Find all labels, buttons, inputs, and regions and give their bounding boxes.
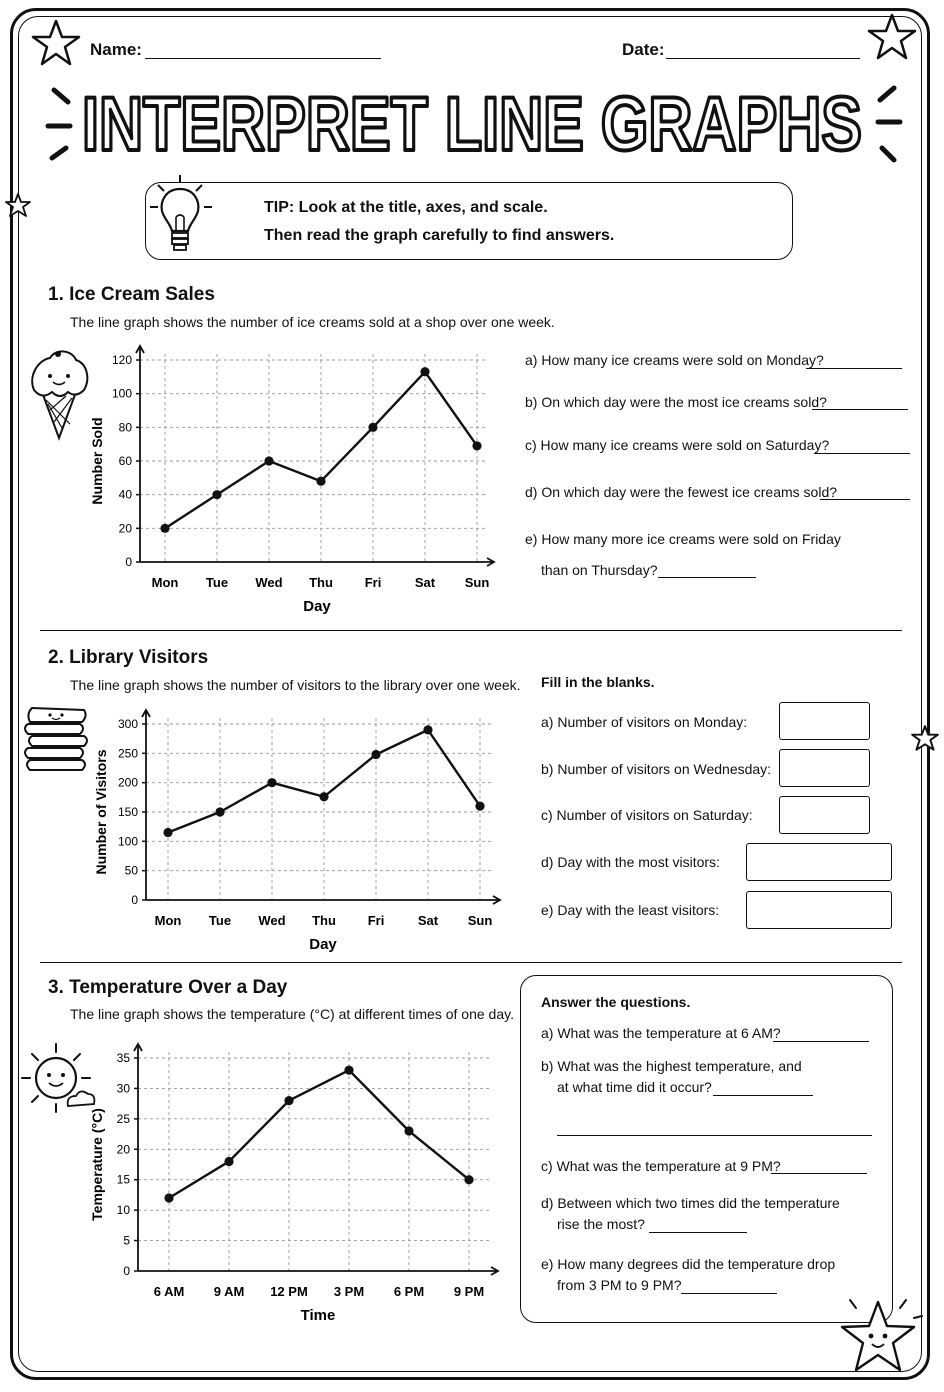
data-point [212, 490, 221, 499]
star-icon [30, 18, 82, 70]
s1-question-e-line1: e) How many more ice creams were sold on Friday [525, 531, 841, 547]
y-tick-label: 25 [116, 1111, 130, 1126]
y-tick-label: 30 [116, 1081, 130, 1096]
smiling-star-icon [830, 1294, 926, 1384]
s1-answer-b[interactable] [812, 409, 908, 410]
date-field[interactable] [666, 58, 860, 59]
data-point [420, 367, 429, 376]
x-tick-label: Fri [367, 913, 385, 928]
data-point [160, 524, 169, 533]
tip-line-2: Then read the graph carefully to find answers. [264, 227, 615, 244]
x-tick-label: 3 PM [333, 1284, 365, 1299]
y-tick-label: 0 [131, 893, 138, 907]
star-icon [866, 12, 918, 64]
s1-question-d: d) On which day were the fewest ice creams sold? [525, 484, 838, 500]
data-point [284, 1096, 293, 1105]
s3-question-d-line1: d) Between which two times did the temperature [541, 1195, 840, 1211]
y-tick-label: 50 [124, 863, 138, 878]
y-tick-label: 15 [116, 1172, 130, 1187]
s3-question-e-line2: from 3 PM to 9 PM? [557, 1277, 682, 1293]
s3-answer-b-extra[interactable] [557, 1135, 872, 1136]
data-point [464, 1175, 473, 1184]
s1-question-c: c) How many ice creams were sold on Saturday? [525, 437, 830, 453]
s2-question-d: d) Day with the most visitors: [541, 854, 720, 870]
data-point [423, 725, 432, 734]
s3-question-e-line1: e) How many degrees did the temperature drop [541, 1256, 836, 1272]
x-tick-label: Wed [258, 913, 286, 928]
name-label: Name: [90, 40, 142, 59]
data-point [224, 1157, 233, 1166]
x-tick-label: Tue [208, 913, 232, 928]
s1-question-e-line2: than on Thursday? [541, 562, 658, 578]
section-divider [40, 630, 902, 631]
data-point [371, 750, 380, 759]
s3-answer-e[interactable] [681, 1293, 777, 1294]
s3-answer-c[interactable] [771, 1173, 867, 1174]
y-tick-label: 20 [116, 1142, 130, 1157]
ice-cream-sales-chart [84, 342, 504, 622]
page-title-text: INTERPRET LINE GRAPHS [82, 82, 862, 167]
data-point [475, 802, 484, 811]
y-tick-label: 80 [118, 420, 132, 435]
name-field[interactable] [145, 58, 381, 59]
y-tick-label: 40 [118, 487, 132, 502]
x-tick-label: Thu [309, 575, 333, 590]
decorative-dashes-icon [868, 76, 908, 170]
s1-question-a: a) How many ice creams were sold on Monday? [525, 352, 824, 368]
x-tick-label: 6 AM [153, 1284, 185, 1299]
x-tick-label: Fri [364, 575, 382, 590]
section-1-title: 1. Ice Cream Sales [48, 284, 215, 305]
y-tick-label: 200 [117, 775, 138, 790]
y-axis-label: Temperature (°C) [89, 1108, 105, 1221]
data-point [267, 778, 276, 787]
data-point [264, 456, 273, 465]
s3-question-b-line1: b) What was the highest temperature, and [541, 1058, 802, 1074]
s3-instruction: Answer the questions. [541, 994, 691, 1010]
x-tick-label: Mon [154, 913, 182, 928]
data-point [472, 441, 481, 450]
s3-answer-a[interactable] [773, 1041, 869, 1042]
s3-question-d-line2: rise the most? [557, 1216, 645, 1232]
data-point [319, 792, 328, 801]
s2-question-a: a) Number of visitors on Monday: [541, 714, 748, 730]
x-tick-label: Sat [414, 575, 436, 590]
s1-answer-d[interactable] [820, 499, 910, 500]
s3-question-a: a) What was the temperature at 6 AM? [541, 1025, 781, 1041]
temperature-chart [86, 1040, 506, 1330]
tip-line-1: TIP: Look at the title, axes, and scale. [264, 199, 548, 216]
star-icon [4, 192, 32, 220]
tip-box [145, 182, 793, 260]
x-tick-label: Sun [467, 913, 493, 928]
s2-question-b: b) Number of visitors on Wednesday: [541, 761, 772, 777]
y-tick-label: 5 [123, 1233, 130, 1248]
s2-answer-box-c[interactable] [779, 796, 870, 834]
date-label: Date: [622, 40, 665, 59]
y-tick-label: 0 [123, 1264, 130, 1278]
series-line [168, 730, 480, 833]
x-tick-label: 9 PM [453, 1284, 485, 1299]
s2-question-e: e) Day with the least visitors: [541, 902, 720, 918]
y-tick-label: 60 [118, 454, 132, 468]
s2-instruction: Fill in the blanks. [541, 674, 655, 690]
s1-answer-e[interactable] [658, 577, 756, 578]
x-axis-label: Day [309, 936, 337, 953]
data-point [164, 1193, 173, 1202]
s2-answer-box-b[interactable] [779, 749, 870, 787]
y-tick-label: 20 [118, 521, 132, 536]
s3-question-b-line2: at what time did it occur? [557, 1079, 712, 1095]
data-point [368, 423, 377, 432]
s3-answer-d[interactable] [649, 1232, 747, 1233]
library-visitors-chart [88, 706, 508, 956]
y-tick-label: 120 [111, 353, 132, 367]
s1-answer-a[interactable] [806, 368, 902, 369]
x-tick-label: 12 PM [270, 1284, 308, 1299]
x-tick-label: 9 AM [213, 1284, 245, 1299]
star-icon [910, 724, 940, 754]
section-1-description: The line graph shows the number of ice creams sold at a shop over one week. [70, 314, 555, 330]
x-tick-label: Sun [464, 575, 490, 590]
section-3-description: The line graph shows the temperature (°C) at different times of one day. [70, 1006, 514, 1022]
y-axis-label: Number of Visitors [93, 749, 109, 875]
data-point [316, 477, 325, 486]
page-title [70, 78, 874, 170]
s2-answer-box-e[interactable] [746, 891, 892, 929]
y-tick-label: 100 [111, 386, 132, 401]
y-tick-label: 10 [116, 1203, 130, 1218]
section-divider [40, 962, 902, 963]
s2-question-c: c) Number of visitors on Saturday: [541, 807, 753, 823]
y-tick-label: 0 [125, 555, 132, 569]
lightbulb-icon [146, 171, 216, 263]
book-stack-icon [22, 702, 94, 776]
x-tick-label: 6 PM [393, 1284, 425, 1299]
x-axis-label: Time [300, 1307, 336, 1324]
series-line [169, 1070, 469, 1198]
ice-cream-icon [26, 346, 92, 442]
section-3-title: 3. Temperature Over a Day [48, 977, 288, 998]
x-tick-label: Thu [312, 913, 336, 928]
x-tick-label: Wed [255, 575, 283, 590]
x-tick-label: Sat [417, 913, 439, 928]
s1-answer-c[interactable] [814, 453, 910, 454]
s2-answer-box-d[interactable] [746, 843, 892, 881]
y-tick-label: 35 [116, 1051, 130, 1065]
section-2-title: 2. Library Visitors [48, 647, 209, 668]
data-point [404, 1126, 413, 1135]
s2-answer-box-a[interactable] [779, 702, 870, 740]
x-tick-label: Mon [151, 575, 179, 590]
y-tick-label: 300 [117, 717, 138, 731]
section-2-description: The line graph shows the number of visitors to the library over one week. [70, 677, 521, 693]
s1-question-b: b) On which day were the most ice creams sold? [525, 394, 827, 410]
x-tick-label: Tue [205, 575, 229, 590]
s3-answer-b[interactable] [713, 1095, 813, 1096]
x-axis-label: Day [303, 598, 331, 615]
data-point [344, 1066, 353, 1075]
y-tick-label: 150 [117, 805, 138, 819]
y-axis-label: Number Sold [89, 417, 105, 505]
y-tick-label: 100 [117, 834, 138, 849]
data-point [215, 807, 224, 816]
decorative-dashes-icon [40, 80, 80, 170]
s3-answer-panel [520, 975, 893, 1323]
s3-question-c: c) What was the temperature at 9 PM? [541, 1158, 781, 1174]
y-tick-label: 250 [117, 746, 138, 761]
data-point [163, 828, 172, 837]
